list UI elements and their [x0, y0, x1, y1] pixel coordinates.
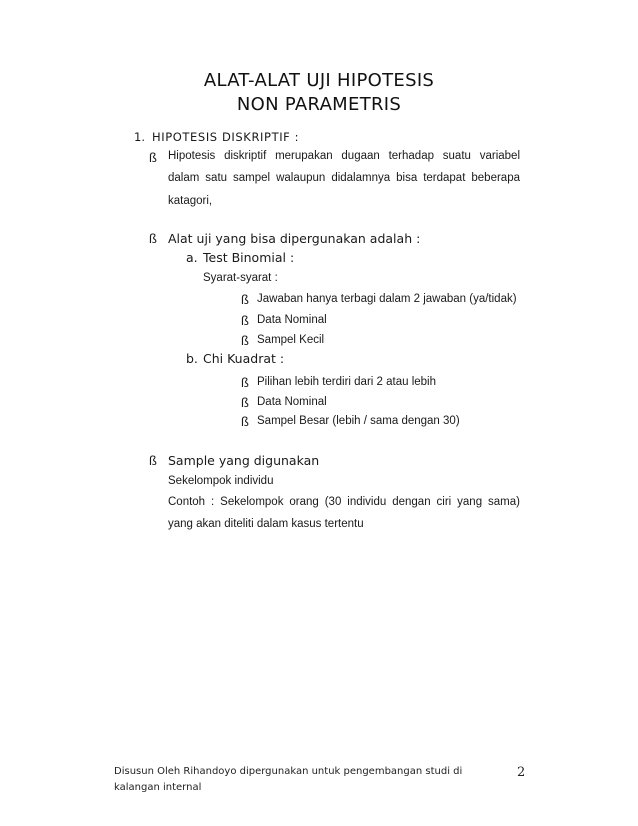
page-number: 2 — [517, 765, 526, 780]
bullet-b-1: ß — [241, 375, 249, 390]
list-item: Data Nominal — [257, 396, 327, 408]
page-title-line-2: NON PARAMETRIS — [236, 94, 402, 115]
sample-line-3: yang akan diteliti dalam kasus tertentu — [168, 518, 364, 530]
intro-line-2: dalam satu sampel walaupun didalamnya bisa terdapat beberapa — [168, 172, 520, 184]
bullet-intro: ß — [149, 150, 157, 165]
sample-line-1: Sekelompok individu — [168, 475, 274, 487]
sample-line-2: Contoh : Sekelompok orang (30 individu dengan ciri yang sama) — [168, 496, 520, 508]
intro-line-3: katagori, — [168, 195, 213, 207]
section-heading: HIPOTESIS DISKRIPTIF : — [152, 130, 300, 144]
bullet-a-2: ß — [241, 313, 249, 328]
bullet-b-2: ß — [241, 395, 249, 410]
list-item: Pilihan lebih terdiri dari 2 atau lebih — [257, 376, 436, 388]
intro-line-1: Hipotesis diskriptif merupakan dugaan terhadap suatu variabel — [168, 150, 520, 162]
tools-heading: Alat uji yang bisa dipergunakan adalah : — [168, 231, 421, 246]
syarat-label: Syarat-syarat : — [203, 272, 278, 284]
section-number: 1. — [134, 130, 145, 144]
list-label-b: b. — [186, 351, 198, 366]
test-binomial-title: Test Binomial : — [203, 250, 295, 265]
page-footer: Disusun Oleh Rihandoyo dipergunakan untuk pengembangan studi di kalangan internal — [114, 766, 463, 793]
list-item: Sampel Besar (lebih / sama dengan 30) — [257, 415, 460, 427]
list-item: Data Nominal — [257, 314, 327, 326]
bullet-a-1: ß — [241, 292, 249, 307]
bullet-tools: ß — [149, 231, 157, 246]
bullet-a-3: ß — [241, 333, 249, 348]
list-label-a: a. — [186, 250, 198, 265]
list-item: Jawaban hanya terbagi dalam 2 jawaban (ya/tidak) — [257, 293, 517, 305]
bullet-sample: ß — [149, 453, 157, 468]
chi-kuadrat-title: Chi Kuadrat : — [203, 351, 285, 366]
bullet-b-3: ß — [241, 414, 249, 429]
sample-heading: Sample yang digunakan — [168, 453, 320, 468]
list-item: Sampel Kecil — [257, 334, 325, 346]
page-title-line-1: ALAT-ALAT UJI HIPOTESIS — [203, 70, 435, 91]
